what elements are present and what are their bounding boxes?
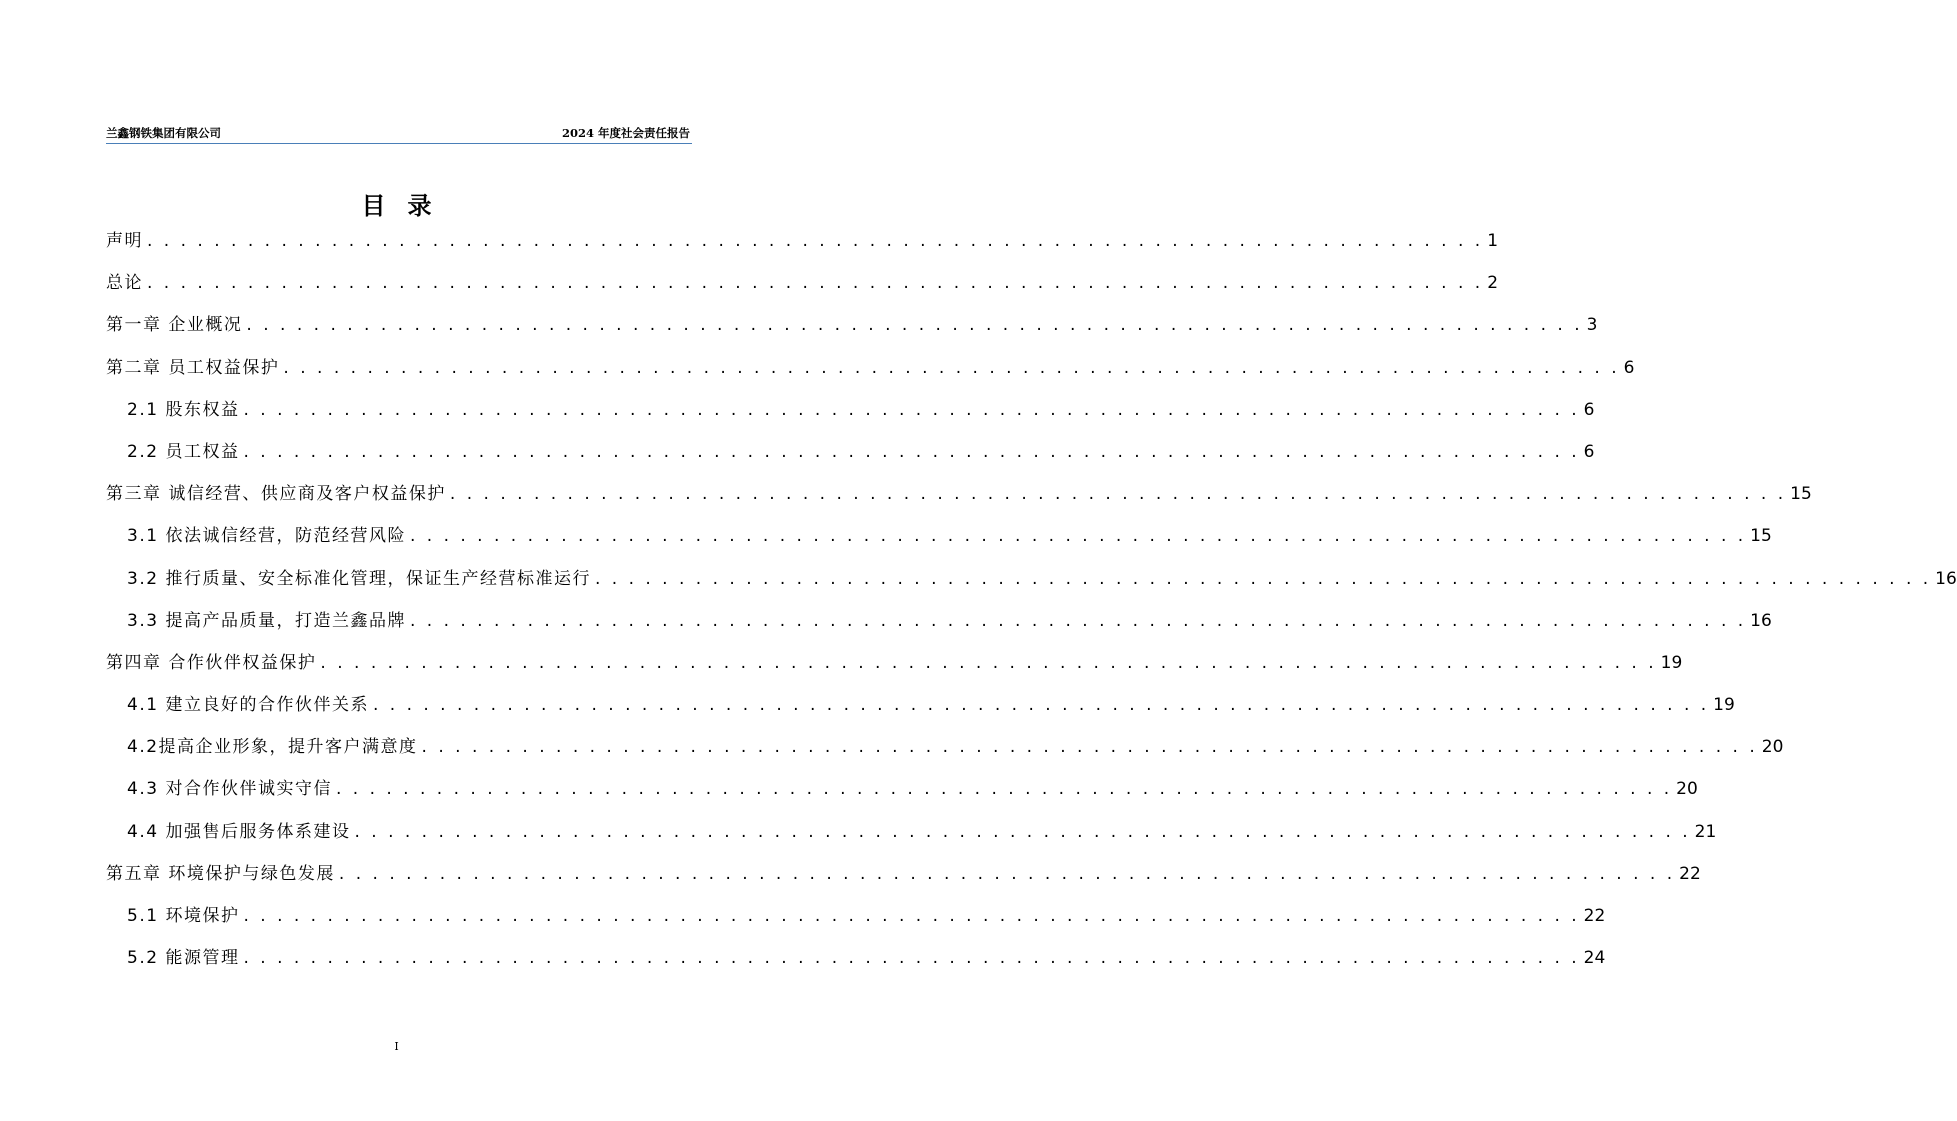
toc-entry-label: 声明 — [106, 231, 143, 251]
toc-title: 目录 — [361, 191, 454, 220]
toc-entry-page: 3 — [1586, 315, 1598, 336]
toc-entry[interactable] — [106, 946, 1606, 988]
toc-entry-page: 2 — [1487, 273, 1499, 294]
toc-entry-label: 5.1 环境保护 — [127, 906, 240, 926]
toc-leader-dots: . . . . . . . . . . . . . . . . . . . . . . . . . . . . . . . . . . . . . . . . . . . . . . . . . . . . . . . . . . . . . . . . . . . . . . . . . . . . . . . . — [243, 399, 1580, 420]
toc-entry[interactable] — [106, 524, 1772, 566]
toc-entry-label: 2.2 员工权益 — [127, 441, 240, 462]
toc-leader-dots: . . . . . . . . . . . . . . . . . . . . . . . . . . . . . . . . . . . . . . . . . . . . . . . . . . . . . . . . . . . . . . . . . . . . . . . . . . . . . . . . — [338, 863, 1676, 884]
toc-leader-dots: . . . . . . . . . . . . . . . . . . . . . . . . . . . . . . . . . . . . . . . . . . . . . . . . . . . . . . . . . . . . . . . . . . . . . . . . . . . . . . . . — [409, 526, 1747, 547]
toc-entry-label: 3.1 依法诚信经营，防范经营风险 — [127, 526, 406, 547]
toc-entry-label: 5.2 能源管理 — [127, 948, 240, 969]
toc-entry[interactable] — [106, 398, 1595, 440]
toc-leader-dots: . . . . . . . . . . . . . . . . . . . . . . . . . . . . . . . . . . . . . . . . . . . . . . . . . . . . . . . . . . . . . . . . . . . . . . . . . . . . . . . . — [372, 695, 1710, 716]
toc-entry-label: 4.1 建立良好的合作伙伴关系 — [127, 695, 369, 716]
toc-entry-label: 4.2提高企业形象，提升客户满意度 — [127, 737, 418, 758]
toc-entry-page: 16 — [1750, 610, 1772, 631]
toc-leader-dots: . . . . . . . . . . . . . . . . . . . . . . . . . . . . . . . . . . . . . . . . . . . . . . . . . . . . . . . . . . . . . . . . . . . . . . . . . . . . . . . . — [320, 652, 1657, 673]
toc-entry-page: 22 — [1583, 906, 1606, 926]
toc-entry-label: 第五章 环境保护与绿色发展 — [106, 863, 335, 884]
toc-leader-dots: . . . . . . . . . . . . . . . . . . . . . . . . . . . . . . . . . . . . . . . . . . . . . . . . . . . . . . . . . . . . . . . . . . . . . . . . . . . . . . . . — [243, 441, 1580, 462]
toc-entry-page: 22 — [1679, 863, 1701, 884]
toc-entry[interactable] — [106, 777, 1698, 819]
toc-entry-page: 1 — [1487, 231, 1499, 251]
toc-entry[interactable] — [106, 862, 1701, 904]
toc-leader-dots: . . . . . . . . . . . . . . . . . . . . . . . . . . . . . . . . . . . . . . . . . . . . . . . . . . . . . . . . . . . . . . . . . . . . . . . . . . . . . . . . — [147, 273, 1484, 294]
toc-entry-label: 第四章 合作伙伴权益保护 — [106, 652, 317, 673]
toc-entry-page: 6 — [1583, 441, 1595, 462]
toc-entry-page: 21 — [1694, 821, 1717, 842]
toc-entry[interactable] — [106, 356, 1635, 398]
toc-entry-label: 2.1 股东权益 — [127, 399, 240, 420]
toc-entry-page: 6 — [1623, 357, 1635, 378]
toc-entry-page: 15 — [1790, 484, 1812, 505]
toc-leader-dots: . . . . . . . . . . . . . . . . . . . . . . . . . . . . . . . . . . . . . . . . . . . . . . . . . . . . . . . . . . . . . . . . . . . . . . . . . . . . . . . . — [421, 737, 1758, 758]
toc-entry[interactable] — [106, 313, 1598, 355]
toc-entry[interactable] — [106, 482, 1812, 524]
toc-entry-page: 19 — [1660, 652, 1683, 673]
toc-entry-label: 3.2 推行质量、安全标准化管理，保证生产经营标准运行 — [127, 568, 591, 589]
toc-entry[interactable] — [106, 271, 1499, 313]
company-name: 兰鑫钢铁集团有限公司 — [106, 126, 221, 140]
toc-leader-dots: . . . . . . . . . . . . . . . . . . . . . . . . . . . . . . . . . . . . . . . . . . . . . . . . . . . . . . . . . . . . . . . . . . . . . . . . . . . . . . . . — [243, 948, 1580, 969]
toc-entry-page: 6 — [1583, 399, 1595, 420]
toc-entry-page: 16 — [1935, 568, 1957, 589]
toc-leader-dots: . . . . . . . . . . . . . . . . . . . . . . . . . . . . . . . . . . . . . . . . . . . . . . . . . . . . . . . . . . . . . . . . . . . . . . . . . . . . . . . . — [243, 906, 1580, 926]
toc-entry[interactable] — [106, 735, 1784, 777]
toc-leader-dots: . . . . . . . . . . . . . . . . . . . . . . . . . . . . . . . . . . . . . . . . . . . . . . . . . . . . . . . . . . . . . . . . . . . . . . . . . . . . . . . . — [147, 231, 1484, 251]
toc-entry[interactable] — [106, 567, 1957, 609]
toc-entry-page: 20 — [1761, 737, 1784, 758]
page-header — [106, 125, 692, 144]
toc-entry[interactable] — [106, 693, 1735, 735]
toc-entry-label: 4.4 加强售后服务体系建设 — [127, 821, 351, 842]
toc-entry[interactable] — [106, 904, 1606, 946]
toc-entry[interactable] — [106, 440, 1595, 482]
toc-leader-dots: . . . . . . . . . . . . . . . . . . . . . . . . . . . . . . . . . . . . . . . . . . . . . . . . . . . . . . . . . . . . . . . . . . . . . . . . . . . . . . . . — [594, 568, 1932, 589]
toc-entry[interactable] — [106, 229, 1499, 271]
toc-leader-dots: . . . . . . . . . . . . . . . . . . . . . . . . . . . . . . . . . . . . . . . . . . . . . . . . . . . . . . . . . . . . . . . . . . . . . . . . . . . . . . . . — [354, 821, 1691, 842]
toc-entry-label: 第二章 员工权益保护 — [106, 357, 280, 378]
toc-entry-page: 24 — [1583, 948, 1606, 969]
toc-leader-dots: . . . . . . . . . . . . . . . . . . . . . . . . . . . . . . . . . . . . . . . . . . . . . . . . . . . . . . . . . . . . . . . . . . . . . . . . . . . . . . . . — [335, 779, 1673, 800]
report-title: 2024 年度社会责任报告 — [561, 126, 690, 140]
toc-entry[interactable] — [106, 820, 1717, 862]
toc-entry-label: 第三章 诚信经营、供应商及客户权益保护 — [106, 484, 446, 505]
toc-entry-page: 19 — [1713, 695, 1735, 716]
toc-entry-label: 第一章 企业概况 — [106, 315, 243, 336]
toc-entry-label: 总论 — [106, 273, 143, 294]
table-of-contents — [106, 229, 1957, 988]
toc-leader-dots: . . . . . . . . . . . . . . . . . . . . . . . . . . . . . . . . . . . . . . . . . . . . . . . . . . . . . . . . . . . . . . . . . . . . . . . . . . . . . . . . — [283, 357, 1620, 378]
toc-entry-page: 20 — [1676, 779, 1698, 800]
toc-leader-dots: . . . . . . . . . . . . . . . . . . . . . . . . . . . . . . . . . . . . . . . . . . . . . . . . . . . . . . . . . . . . . . . . . . . . . . . . . . . . . . . . — [246, 315, 1583, 336]
page-number: I — [394, 1040, 399, 1053]
toc-leader-dots: . . . . . . . . . . . . . . . . . . . . . . . . . . . . . . . . . . . . . . . . . . . . . . . . . . . . . . . . . . . . . . . . . . . . . . . . . . . . . . . . — [409, 610, 1747, 631]
toc-entry[interactable] — [106, 651, 1683, 693]
toc-entry-page: 15 — [1750, 526, 1772, 547]
toc-entry[interactable] — [106, 609, 1772, 651]
toc-leader-dots: . . . . . . . . . . . . . . . . . . . . . . . . . . . . . . . . . . . . . . . . . . . . . . . . . . . . . . . . . . . . . . . . . . . . . . . . . . . . . . . . — [449, 484, 1787, 505]
toc-entry-label: 4.3 对合作伙伴诚实守信 — [127, 779, 332, 800]
toc-entry-label: 3.3 提高产品质量，打造兰鑫品牌 — [127, 610, 406, 631]
